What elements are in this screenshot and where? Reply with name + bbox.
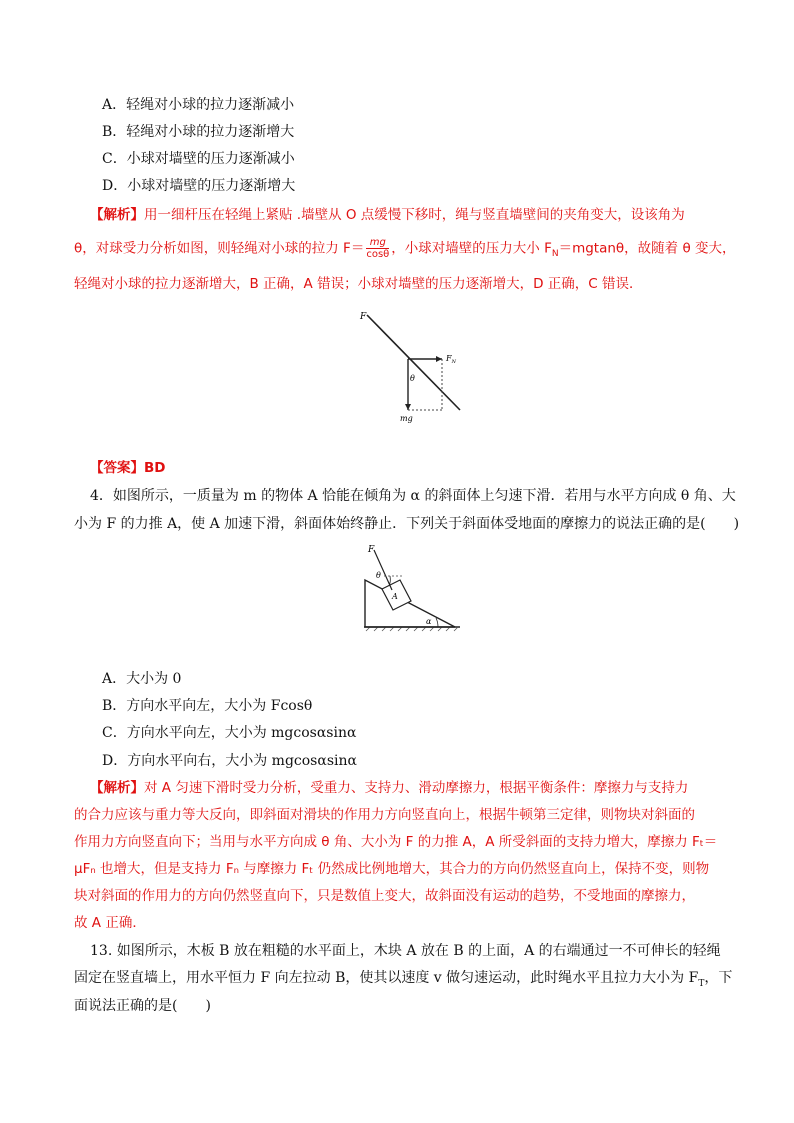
q3-option-b: B．轻绳对小球的拉力逐渐增大 — [102, 124, 295, 140]
q4-analysis-line2: 的合力应该与重力等大反向，即斜面对滑块的作用力方向竖直向上，根据牛顿第三定律，则物块对斜面的 — [74, 807, 695, 823]
q13-stem-line2: 固定在竖直墙上，用水平恒力 F 向左拉动 B，使其以速度 v 做匀速运动，此时绳水平且拉力大小为 $F_T$，下 — [74, 970, 733, 989]
label-theta: θ — [410, 374, 415, 383]
analysis-tag: 【解析】 — [90, 780, 144, 796]
label-FN: $F_N$ — [446, 354, 456, 365]
label-mg: mg — [400, 414, 413, 423]
q13-stem-line1: 13. 如图所示，木板 B 放在粗糙的水平面上，木块 A 放在 B 的上面，A 的右端通过一不可伸长的轻绳 — [90, 943, 721, 959]
q4-analysis-line5: 块对斜面的作用力的方向仍然竖直向下，只是数值上变大，故斜面没有运动的趋势，不受地面的摩擦力， — [74, 888, 695, 904]
label-alpha: α — [426, 617, 432, 626]
label-theta: θ — [376, 571, 381, 580]
q3-analysis-line2: θ，对球受力分析如图，则轻绳对小球的拉力 F＝ $\frac{mg}{\cos\theta}$ ，小球对墙壁的压力大小 $F_N=mgtan\theta$，故随着 θ 变大， — [74, 237, 736, 260]
q3-analysis-line1: 【解析】用一细杆压在轻绳上紧贴 .墙壁从 O 点缓慢下移时，绳与竖直墙壁间的夹角变大，设该角为 — [90, 207, 685, 223]
analysis-tag: 【解析】 — [90, 207, 144, 223]
q4-analysis-line3: 作用力方向竖直向下；当用与水平方向成 θ 角、大小为 F 的力推 A，A 所受斜面的支持力增大，摩擦力 Fₜ＝ — [74, 834, 718, 850]
force-diagram-figure — [350, 305, 480, 430]
incline-block — [365, 580, 455, 627]
force-F-line — [374, 550, 392, 590]
q4-option-d: D．方向水平向右，大小为 mgcosαsinα — [102, 753, 357, 769]
q3-answer: 【答案】BD — [90, 460, 166, 476]
q4-stem-line2: 小为 F 的力推 A，使 A 加速下滑，斜面体始终静止．下列关于斜面体受地面的摩擦力的说法正确的是( ) — [74, 516, 740, 532]
q4-option-b: B．方向水平向左，大小为 Fcosθ — [102, 698, 313, 714]
label-F: F — [368, 545, 375, 555]
q3-option-a: A．轻绳对小球的拉力逐渐减小 — [102, 97, 295, 113]
q3-option-c: C．小球对墙壁的压力逐渐减小 — [102, 151, 295, 167]
q13-stem-line3: 面说法正确的是( ) — [74, 998, 211, 1014]
fraction: $\frac{mg}{\cos\theta}$ — [366, 237, 390, 260]
q4-option-a: A．大小为 0 — [102, 671, 182, 687]
q4-analysis-line4: μFₙ 也增大，但是支持力 Fₙ 与摩擦力 Fₜ 仍然成比例地增大，其合力的方向仍然竖直向上，保持不变，则物 — [74, 861, 710, 877]
q4-stem-line1: 4．如图所示，一质量为 m 的物体 A 恰能在倾角为 α 的斜面体上匀速下滑．若用与水平方向成 θ 角、大 — [90, 488, 736, 504]
incline-diagram-figure — [360, 542, 464, 634]
q4-analysis-line6: 故 A 正确． — [74, 915, 146, 931]
q4-analysis-line1: 【解析】对 A 匀速下滑时受力分析，受重力、支持力、滑动摩擦力，根据平衡条件：摩擦力与支持力 — [90, 780, 689, 796]
label-A: A — [392, 592, 398, 601]
q4-option-c: C．方向水平向左，大小为 mgcosαsinα — [102, 725, 357, 741]
q3-option-d: D．小球对墙壁的压力逐渐增大 — [102, 178, 296, 194]
q3-analysis-line3: 轻绳对小球的拉力逐渐增大，B 正确，A 错误；小球对墙壁的压力逐渐增大，D 正确，C 错误． — [74, 276, 643, 292]
label-F: F — [360, 312, 367, 322]
